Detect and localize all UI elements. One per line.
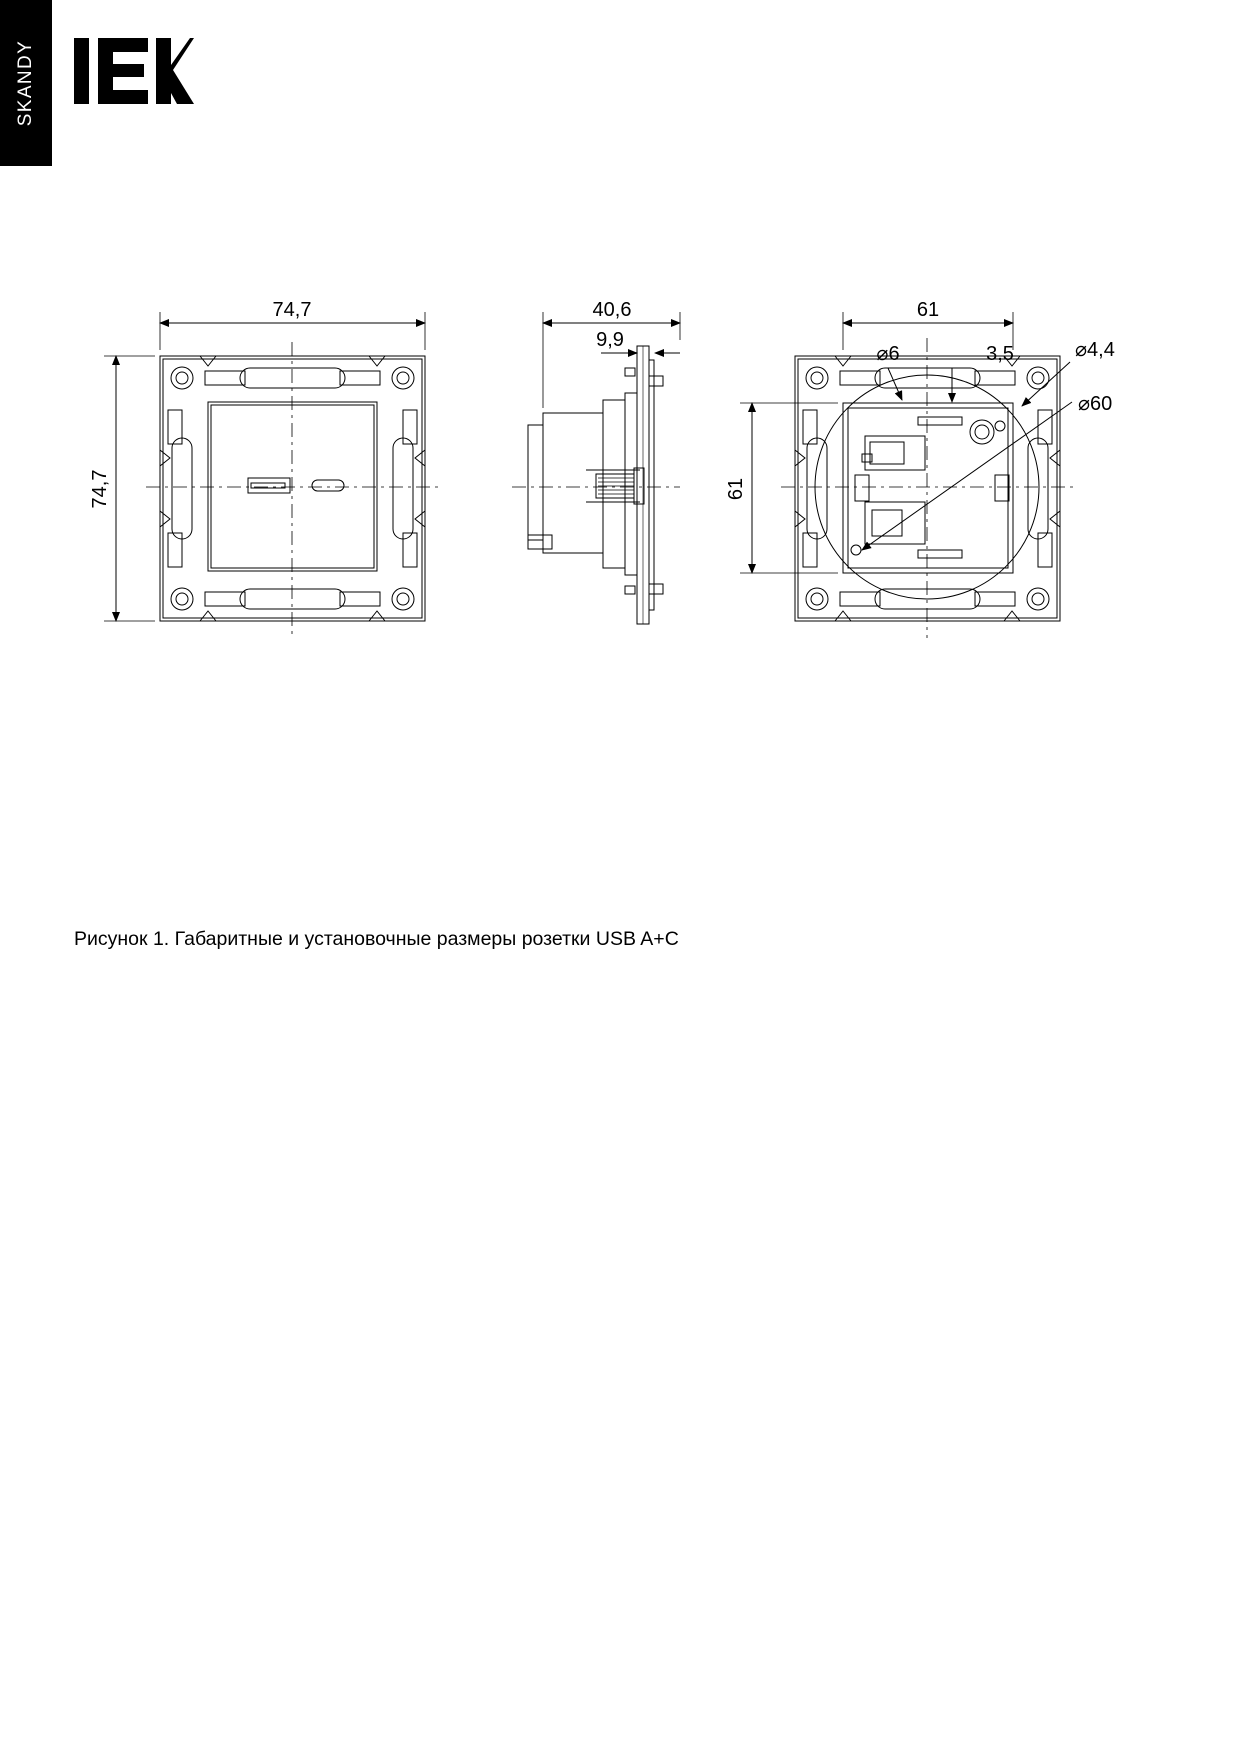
dim-mount-circle-60: ⌀60 [1078,393,1113,415]
front-view [104,312,440,638]
dim-hole-6: ⌀6 [876,343,900,365]
dim-hole-44: ⌀4,4 [1075,339,1115,361]
dim-mount-width: 61 [916,299,940,321]
dim-side-depth: 40,6 [592,299,632,321]
dim-gap-35: 3,5 [986,343,1014,365]
dim-side-plate-depth: 9,9 [596,329,624,351]
series-brand-block [0,0,52,166]
iek-logo [74,38,194,104]
drawing-canvas [0,250,1239,650]
side-view [512,312,680,624]
technical-drawing [0,250,1239,650]
mounting-view [740,312,1075,638]
figure-caption: Рисунок 1. Габаритные и установочные размеры розетки USB A+C [74,928,679,950]
page-header [0,0,1239,166]
dim-front-width: 74,7 [272,299,312,321]
dim-mount-height: 61 [725,477,747,501]
dim-front-height: 74,7 [89,469,111,509]
series-name-label: SKANDY [15,39,36,127]
